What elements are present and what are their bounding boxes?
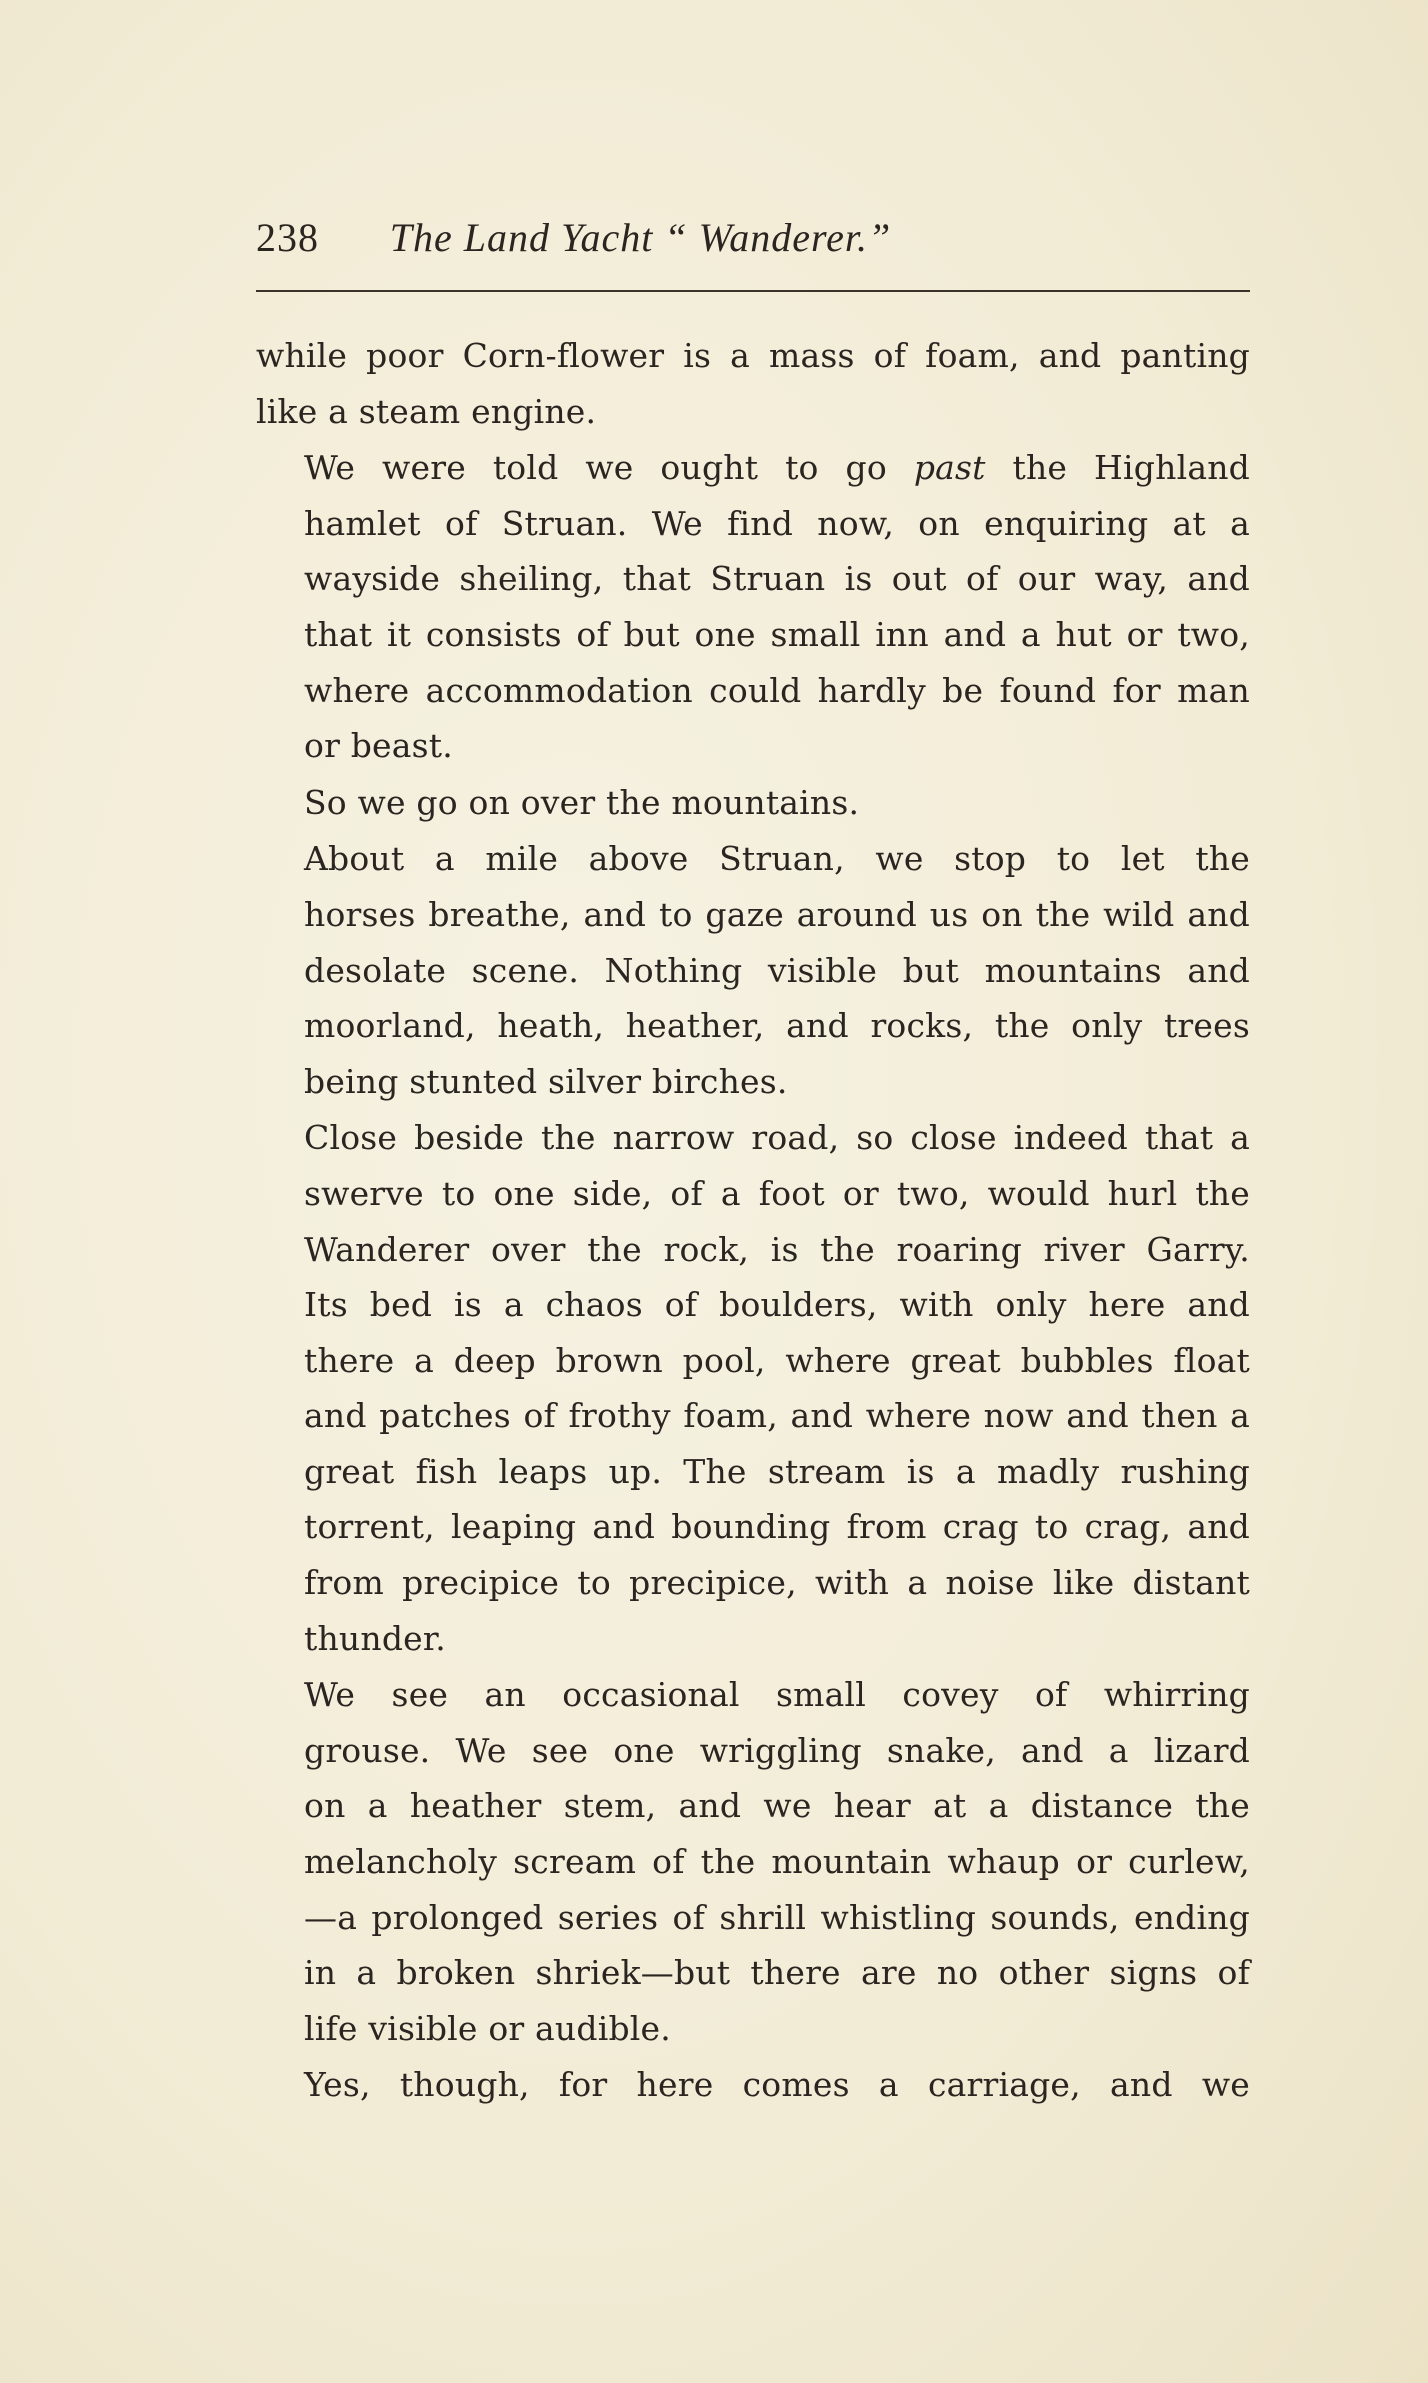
- text-line: Wanderer over the rock, is the roaring river Garry.: [304, 1229, 1250, 1269]
- text-line: Its bed is a chaos of boulders, with only here and: [304, 1285, 1250, 1325]
- paragraph-2: [256, 440, 1250, 774]
- text-line: moorland, heath, heather, and rocks, the only trees: [304, 1006, 1250, 1046]
- text-line: hamlet of Struan. We find now, on enquiring at a: [304, 503, 1250, 543]
- text-line: from precipice to precipice, with a noise like distant: [304, 1563, 1250, 1603]
- text-line: swerve to one side, of a foot or two, would hurl the: [304, 1173, 1250, 1213]
- text-fragment: the Highland: [985, 448, 1250, 488]
- text-line: Close beside the narrow road, so close indeed that a: [304, 1118, 1250, 1158]
- page-number: 238: [256, 215, 319, 260]
- paragraph-6: [256, 1667, 1250, 2056]
- text-line: on a heather stem, and we hear at a distance the: [304, 1786, 1250, 1826]
- text-line: desolate scene. Nothing visible but mountains and: [304, 950, 1250, 990]
- paragraph-7: [256, 2057, 1250, 2113]
- text-fragment: We were told we ought to go: [304, 448, 914, 488]
- text-line: grouse. We see one wriggling snake, and a lizard: [304, 1730, 1250, 1770]
- paragraph-1: [256, 328, 1250, 439]
- text-line: that it consists of but one small inn and a hut or two,: [304, 614, 1250, 654]
- text-line: Yes, though, for here comes a carriage, and we: [304, 2065, 1250, 2105]
- body-text: [256, 328, 1250, 2113]
- text-line: melancholy scream of the mountain whaup or curlew,: [304, 1842, 1250, 1882]
- paragraph-5: [256, 1110, 1250, 1666]
- text-line: in a broken shriek—but there are no other signs of: [304, 1953, 1250, 1993]
- text-line: [256, 440, 1250, 496]
- text-line: great fish leaps up. The stream is a madly rushing: [304, 1451, 1250, 1491]
- text-line: So we go on over the mountains.: [304, 782, 860, 822]
- text-line: while poor Corn-flower is a mass of foam, and panting: [256, 336, 1250, 375]
- text-line: where accommodation could hardly be found for man: [304, 670, 1250, 710]
- running-title: The Land Yacht “ Wanderer.”: [389, 215, 892, 260]
- text-line: wayside sheiling, that Struan is out of our way, and: [304, 559, 1250, 599]
- header-rule: [256, 290, 1250, 292]
- text-line: thunder.: [304, 1618, 446, 1658]
- paragraph-3: [256, 775, 1250, 831]
- italic-word: past: [913, 448, 986, 488]
- text-line: torrent, leaping and bounding from crag to crag, and: [304, 1507, 1250, 1547]
- running-head: [256, 208, 1250, 268]
- text-line: About a mile above Struan, we stop to let the: [304, 839, 1250, 879]
- text-line: We see an occasional small covey of whirring: [304, 1675, 1250, 1715]
- text-line: or beast.: [304, 726, 453, 766]
- text-line: and patches of frothy foam, and where now and then a: [304, 1396, 1250, 1436]
- text-line: —a prolonged series of shrill whistling sounds, ending: [304, 1897, 1250, 1937]
- text-line: there a deep brown pool, where great bubbles float: [304, 1340, 1250, 1380]
- text-line: being stunted silver birches.: [304, 1061, 788, 1101]
- text-line: horses breathe, and to gaze around us on the wild and: [304, 894, 1250, 934]
- text-line: like a steam engine.: [256, 391, 597, 431]
- paragraph-4: [256, 831, 1250, 1109]
- text-line: life visible or audible.: [304, 2008, 671, 2048]
